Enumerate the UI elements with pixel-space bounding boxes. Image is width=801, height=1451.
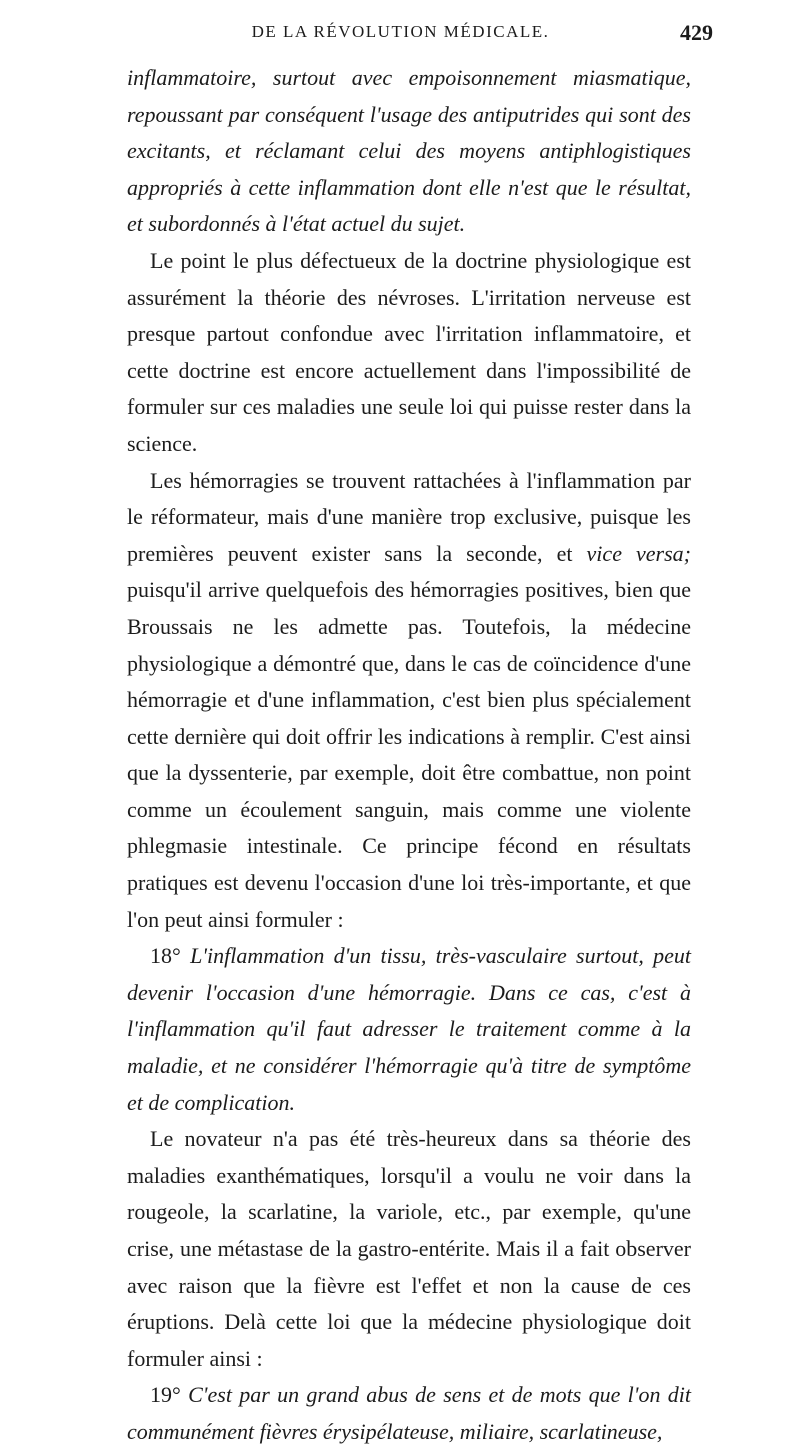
page-header	[0, 20, 801, 52]
page-number: 429	[680, 20, 713, 45]
body-text	[127, 60, 691, 1451]
paragraph-3-italic: vice versa;	[586, 540, 692, 566]
paragraph-1: inflammatoire, surtout avec empoisonnement miasmatique, repoussant par conséquent l'usage des antiputrides qui sont des excitants, et réclamant celui des moyens antiphlogistiques appropriés à cette inflammation dont elle n'est que le résultat, et subordonnés à l'état actuel du sujet.	[127, 65, 691, 237]
paragraph-3	[127, 463, 691, 939]
rule-19-number: 19°	[150, 1382, 181, 1408]
paragraph-3-part-2: puisqu'il arrive quelquefois des hémorragies positives, bien que Broussais ne les admette pas. Toutefois, la médecine physiologique a démontré que, dans le cas de coïncidence d'une hémorragie et d'une inflammation, c'est bien plus spécialement cette dernière qui doit offrir les indications à remplir. C'est ainsi que la dyssenterie, par exemple, doit être combattue, non point comme un écoulement sanguin, mais comme une violente phlegmasie intestinale. Ce principe fécond en résultats pratiques est devenu l'occasion d'une loi très-importante, et que l'on peut ainsi formuler :	[127, 577, 691, 932]
paragraph-2: Le point le plus défectueux de la doctrine physiologique est assurément la théorie des névroses. L'irritation nerveuse est presque partout confondue avec l'irritation inflammatoire, et cette doctrine est encore actuellement dans l'impossibilité de formuler sur ces maladies une seule loi qui puisse rester dans la science.	[127, 247, 691, 456]
paragraph-3-part-1: Les hémorragies se trouvent rattachées à l'inflammation par le réformateur, mais d'une manière trop exclusive, puisque les premières peuvent exister sans la seconde, et	[127, 467, 691, 566]
paragraph-5: Le novateur n'a pas été très-heureux dans sa théorie des maladies exanthématiques, lorsqu'il a voulu ne voir dans la rougeole, la scarlatine, la variole, etc., par exemple, qu'une crise, une métastase de la gastro-entérite. Mais il a fait observer avec raison que la fièvre est l'effet et non la cause de ces éruptions. Delà cette loi que la médecine physiologique doit formuler ainsi :	[127, 1126, 691, 1371]
rule-19-text: C'est par un grand abus de sens et de mots que l'on dit communément fièvres érysipélateuse, miliaire, scarlatineuse,	[127, 1382, 691, 1444]
rule-18-text: L'inflammation d'un tissu, très-vasculaire surtout, peut devenir l'occasion d'une hémorragie. Dans ce cas, c'est à l'inflammation qu'il faut adresser le traitement comme à la maladie, et ne considérer l'hémorragie qu'à titre de symptôme et de complication.	[127, 943, 691, 1115]
running-head: DE LA RÉVOLUTION MÉDICALE.	[251, 22, 550, 41]
rule-18-number: 18°	[150, 943, 181, 969]
rule-19	[127, 1377, 691, 1450]
rule-18	[127, 938, 691, 1121]
